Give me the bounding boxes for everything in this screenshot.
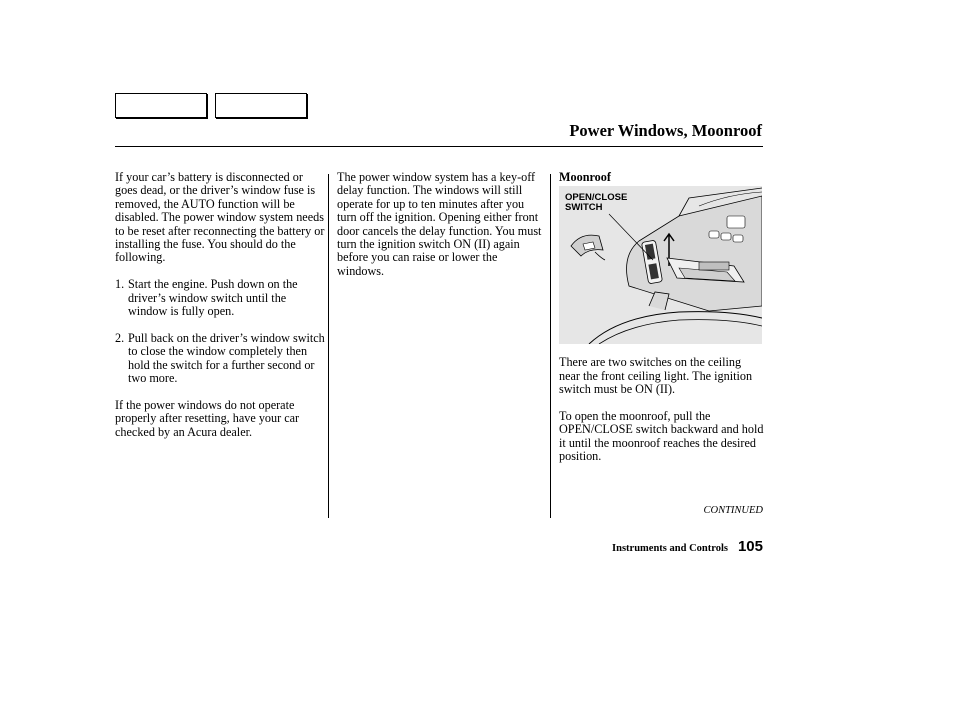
column-2 [337,171,545,292]
continued-note: CONTINUED [703,505,763,516]
column-divider [328,174,329,518]
figure-callout [565,193,645,213]
steps-list [115,278,325,385]
nav-button-2[interactable] [215,93,307,118]
outro-paragraph: If the power windows do not operate properly after resetting, have your car checked by an Acura dealer. [115,397,300,439]
step-text: Pull back on the driver’s window switch to close the window completely then hold the switch for a further second or two more. [128,330,325,386]
page-number: 105 [737,538,763,555]
switch-location-paragraph: There are two switches on the ceiling near the front ceiling light. The ignition switch must be ON (II). [559,355,753,397]
column-1 [115,171,325,452]
section-heading: Moonroof [559,170,611,184]
list-item [115,278,325,318]
callout-line-2: SWITCH [565,202,603,214]
moonroof-switch-illustration [559,186,762,344]
step-text: Start the engine. Push down on the driver’s window switch until the window is fully open. [128,277,298,319]
step-number: 2. [115,330,125,345]
header-rule [115,146,763,147]
delay-paragraph: The power window system has a key-off delay function. The windows will still operate for up to ten minutes after you turn off the ignition. Opening either front door cancels the delay function. You must turn the ignition switch ON (II) again before you can raise or lower the windows. [337,170,542,278]
page-footer [612,538,763,556]
column-divider [550,174,551,518]
list-item [115,332,325,386]
intro-paragraph: If your car’s battery is disconnected or goes dead, or the driver’s window fuse is removed, the AUTO function will be disabled. The power window system needs to be reset after reconnecting the battery or installing the fuse. You should do the following. [115,170,325,265]
callout-line-1: OPEN/CLOSE [565,192,628,204]
open-moonroof-paragraph: To open the moonroof, pull the OPEN/CLOSE switch backward and hold it until the moonroof reaches the desired position. [559,409,764,464]
footer-section-name: Instruments and Controls [612,543,728,554]
step-number: 1. [115,277,125,292]
nav-button-1[interactable] [115,93,207,118]
page-title: Power Windows, Moonroof [569,121,762,140]
column-3 [559,171,764,477]
